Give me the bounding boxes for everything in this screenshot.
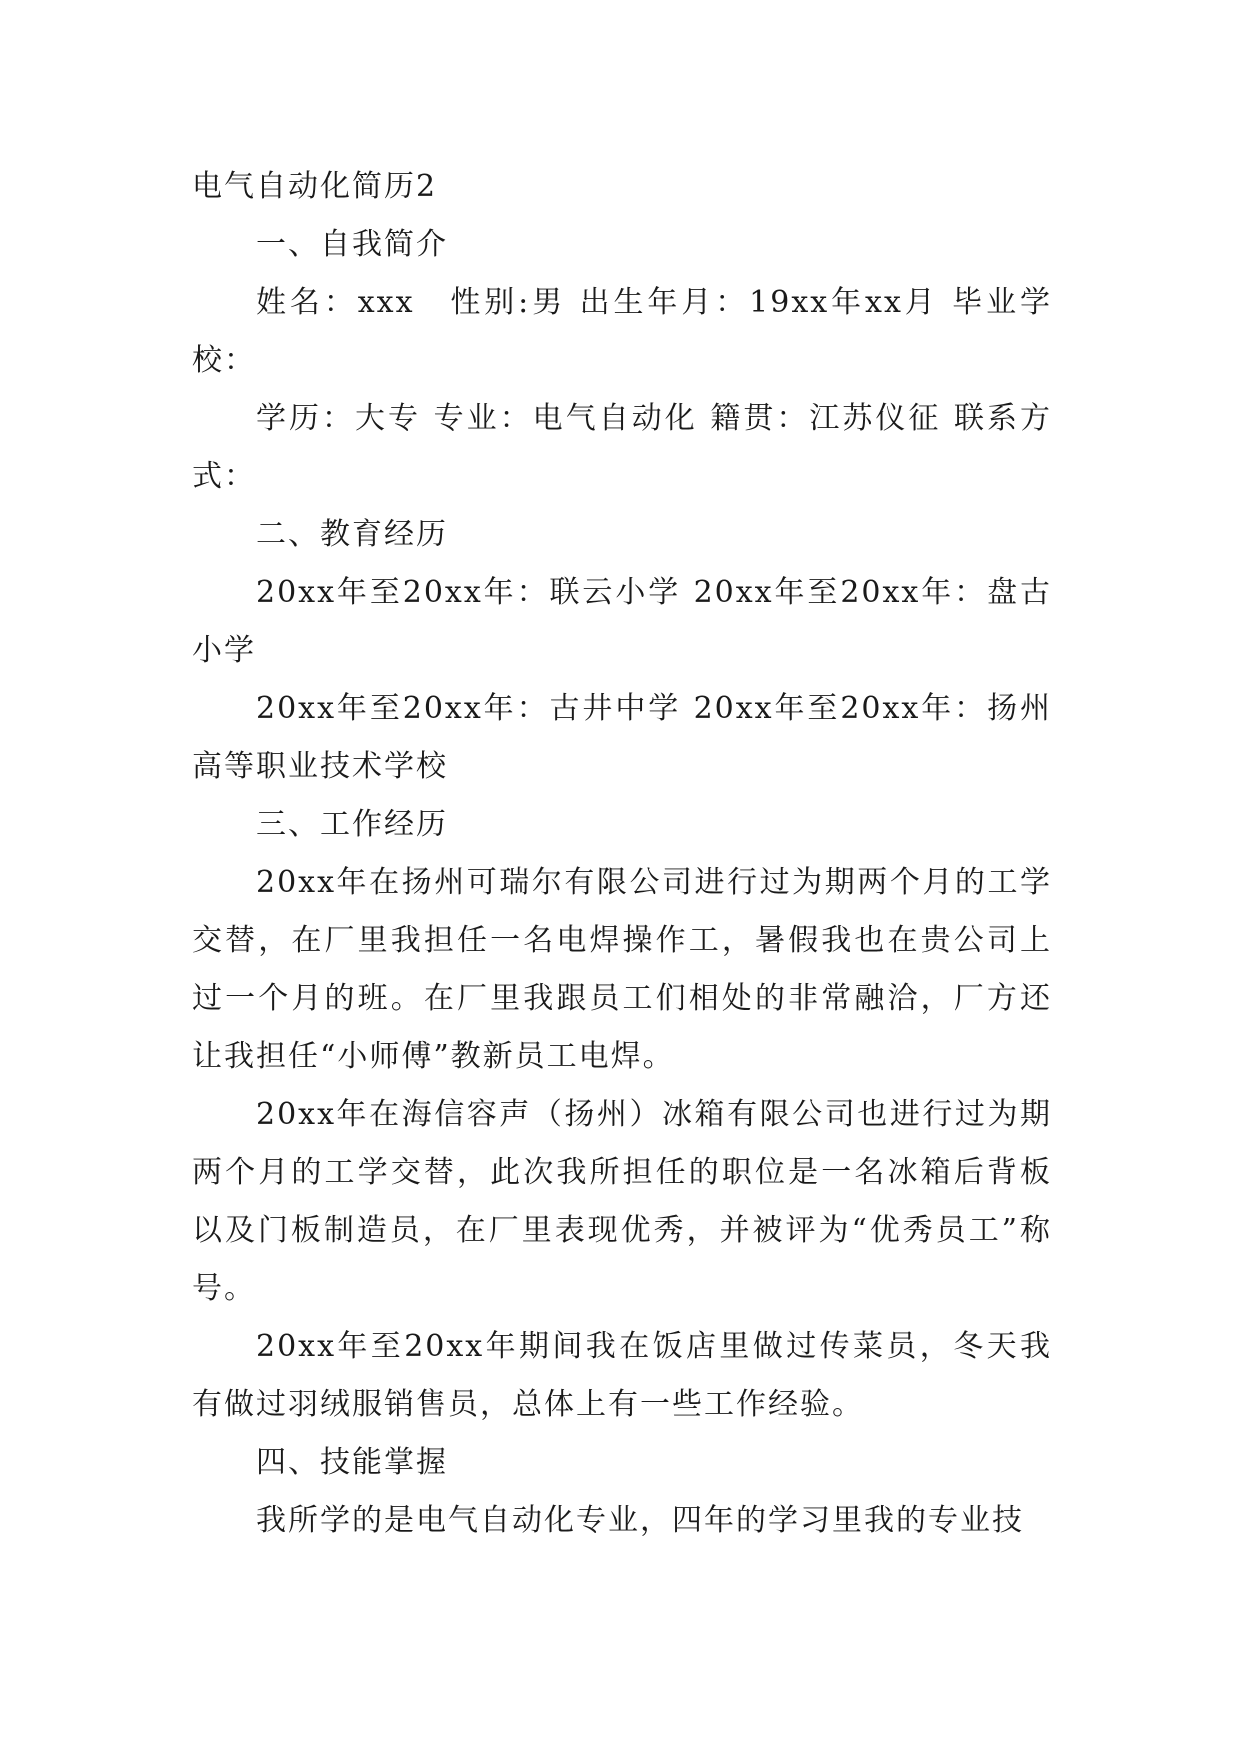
self-intro-basic-info: 姓名：xxx 性别:男 出生年月：19xx年xx月 毕业学校：: [192, 285, 1052, 378]
education-entry: 20xx年至20xx年：联云小学 20xx年至20xx年：盘古小学: [192, 575, 1052, 668]
work-paragraph: 20xx年在扬州可瑞尔有限公司进行过为期两个月的工学交替，在厂里我担任一名电焊操作工，暑假我也在贵公司上过一个月的班。在厂里我跟员工们相处的非常融洽，厂方还让我担任“小师傅”教新员工电焊。: [192, 865, 1052, 1074]
section-heading-self-intro: 一、自我简介: [256, 227, 448, 262]
document-body: [192, 158, 1052, 1550]
education-entry: 20xx年至20xx年：古井中学 20xx年至20xx年：扬州高等职业技术学校: [192, 691, 1052, 784]
document-title: 电气自动化简历2: [192, 169, 438, 204]
skills-paragraph: 我所学的是电气自动化专业，四年的学习里我的专业技: [256, 1503, 1024, 1538]
work-paragraph: 20xx年在海信容声（扬州）冰箱有限公司也进行过为期两个月的工学交替，此次我所担任的职位是一名冰箱后背板以及门板制造员，在厂里表现优秀，并被评为“优秀员工”称号。: [192, 1097, 1052, 1306]
section-heading-skills: 四、技能掌握: [256, 1445, 448, 1480]
work-paragraph: 20xx年至20xx年期间我在饭店里做过传菜员，冬天我有做过羽绒服销售员，总体上有一些工作经验。: [192, 1329, 1052, 1422]
section-heading-education: 二、教育经历: [256, 517, 448, 552]
self-intro-education-info: 学历：大专 专业：电气自动化 籍贯：江苏仪征 联系方式：: [192, 401, 1052, 494]
section-heading-work: 三、工作经历: [256, 807, 448, 842]
